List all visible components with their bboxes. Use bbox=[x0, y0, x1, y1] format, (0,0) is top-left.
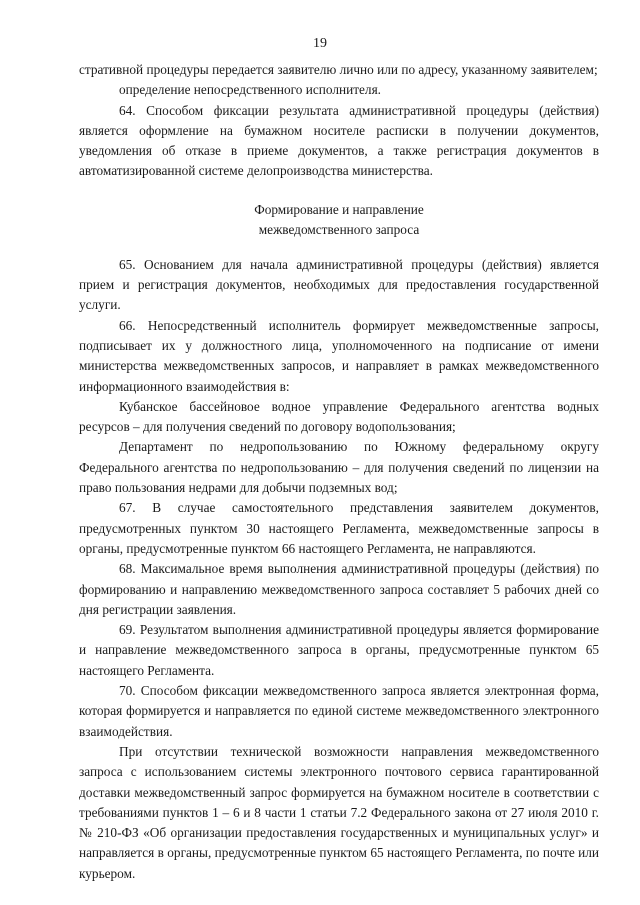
paragraph-66: 66. Непосредственный исполнитель формирует межведомственные запросы, подписывает их у должностного лица, уполномоченного на подписание от имени министерства межведомственных запросов, и направляет в рамках межведомственного информационного взаимодействия в: bbox=[79, 317, 599, 394]
section-heading-line-1: Формирование и направление bbox=[254, 201, 424, 217]
section-heading-line-2: межведомственного запроса bbox=[258, 221, 420, 237]
paragraph-67: 67. В случае самостоятельного представления заявителем документов, предусмотренных пунктом 30 настоящего Регламента, межведомственные запросы в органы, предусмотренные пунктом 66 настоящего Регламента, не направляются. bbox=[79, 500, 599, 556]
paragraph-68: 68. Максимальное время выполнения административной процедуры (действия) по формированию и направлению межведомственного запроса составляет 5 рабочих дней со дня регистрации заявления. bbox=[79, 561, 599, 617]
paragraph-66-item-water: Кубанское бассейновое водное управление Федерального агентства водных ресурсов – для получения сведений по договору водопользования; bbox=[79, 398, 599, 435]
paragraph-70-paper: При отсутствии технической возможности направления межведомственного запроса с использованием системы электронного почтового сервиса гарантированной доставки межведомственный запрос формируется на бумажном носителе в соответствии с требованиями пунктов 1 – 6 и 8 части 1 статьи 7.2 Федерального закона от 27 июля 2010 г. № 210-ФЗ «Об организации предоставления государственных и муниципальных услуг» и направляется в органы, предусмотренные пунктом 65 настоящего Регламента, по почте или курьером. bbox=[79, 743, 599, 881]
section-heading bbox=[79, 200, 599, 240]
paragraph-70: 70. Способом фиксации межведомственного запроса является электронная форма, которая формируется и направляется по единой системе межведомственного электронного взаимодействия. bbox=[79, 683, 599, 739]
paragraph-executor-definition: определение непосредственного исполнителя. bbox=[119, 82, 382, 98]
page-number: 19 bbox=[313, 36, 327, 51]
document-body bbox=[79, 60, 599, 884]
paragraph-66-item-subsoil: Департамент по недропользованию по Южному федеральному округу Федерального агентства по недропользованию – для получения сведений по лицензии на право пользования недрами для добычи подземных вод; bbox=[79, 439, 599, 496]
paragraph-continuation: стративной процедуры передается заявителю лично или по адресу, указанному заявителем; bbox=[79, 62, 598, 77]
paragraph-64: 64. Способом фиксации результата административной процедуры (действия) является оформление на бумажном носителе расписки в получении документов, уведомления об отказе в приеме документов, а также регистрация документов в автоматизированной системе делопроизводства министерства. bbox=[79, 102, 599, 179]
paragraph-65: 65. Основанием для начала административной процедуры (действия) является прием и регистрация документов, необходимых для предоставления государственной услуги. bbox=[79, 256, 599, 313]
paragraph-69: 69. Результатом выполнения административной процедуры является формирование и направление межведомственного запроса в органы, предусмотренные пунктом 65 настоящего Регламента. bbox=[79, 622, 599, 678]
